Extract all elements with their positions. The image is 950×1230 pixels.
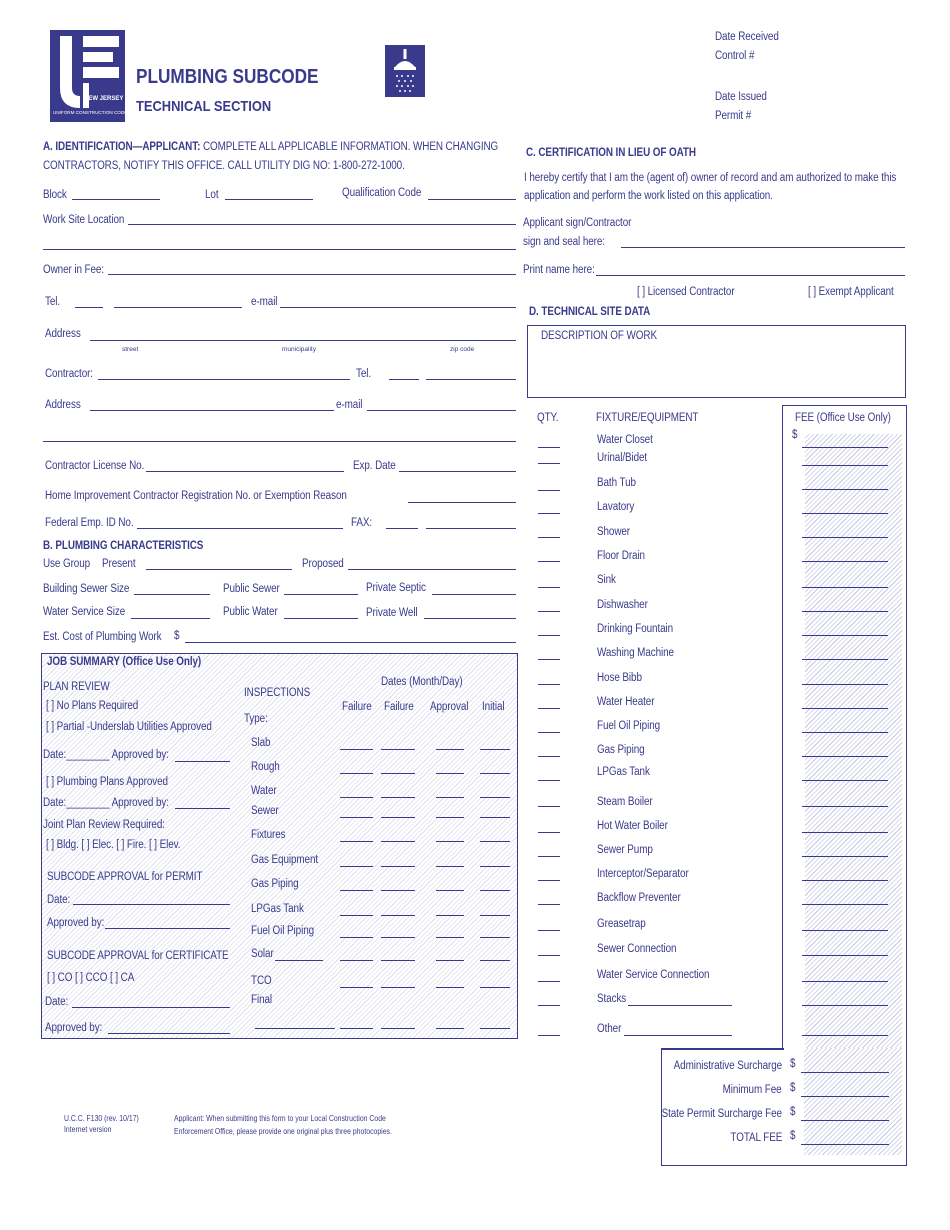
inspection-date-field[interactable]	[436, 817, 464, 818]
inspection-type-label: Sewer	[251, 805, 279, 817]
inspection-type-label: Water	[251, 785, 277, 797]
inspection-date-field[interactable]	[480, 1028, 510, 1029]
fixture-qty-field[interactable]	[538, 832, 560, 833]
inspection-date-field[interactable]	[436, 890, 464, 891]
contractor-email-label: e-mail	[336, 399, 363, 411]
failure-col-2: Failure	[384, 701, 414, 713]
qualification-code-field[interactable]	[428, 199, 516, 200]
approved-by-field-2[interactable]	[175, 808, 230, 809]
fixture-label: Lavatory	[597, 501, 635, 513]
inspection-date-field[interactable]	[381, 937, 415, 938]
fixture-label: Washing Machine	[597, 647, 674, 659]
inspection-date-field[interactable]	[381, 1028, 415, 1029]
final-type-field[interactable]	[255, 1028, 335, 1029]
fixture-fee-field[interactable]	[802, 1035, 888, 1036]
use-group-present-field[interactable]	[146, 569, 292, 570]
fixture-fee-field[interactable]	[802, 732, 888, 733]
email-field[interactable]	[280, 307, 516, 308]
fixture-qty-field[interactable]	[538, 513, 560, 514]
email-label: e-mail	[251, 296, 278, 308]
fax-field[interactable]	[426, 528, 516, 529]
inspection-date-field[interactable]	[436, 937, 464, 938]
lot-field[interactable]	[225, 199, 313, 200]
home-improvement-label: Home Improvement Contractor Registration No. or Exemption Reason	[45, 490, 347, 502]
inspection-date-field[interactable]	[436, 797, 464, 798]
est-cost-field[interactable]	[185, 642, 516, 643]
zip-caption: zip code	[450, 346, 475, 353]
description-label: DESCRIPTION OF WORK	[541, 330, 657, 342]
tel-area-field[interactable]	[75, 307, 103, 308]
logo-text-ucc: UNIFORM CONSTRUCTION CODE	[53, 110, 128, 115]
fixture-label: Other	[597, 1023, 622, 1035]
fixture-fee-field[interactable]	[802, 561, 888, 562]
owner-field[interactable]	[108, 274, 516, 275]
fixture-qty-field[interactable]	[538, 611, 560, 612]
form-title: PLUMBING SUBCODE	[136, 66, 319, 88]
date-received-label: Date Received	[715, 31, 779, 43]
inspection-date-field[interactable]	[436, 960, 464, 961]
minimum-fee-label: Minimum Fee	[723, 1084, 782, 1096]
approval-col: Approval	[430, 701, 469, 713]
licensed-contractor-checkbox[interactable]: [ ] Licensed Contractor	[637, 286, 735, 298]
fee-dollar: $	[792, 429, 798, 441]
inspection-type-label: TCO	[251, 975, 272, 987]
inspection-date-field[interactable]	[381, 773, 415, 774]
private-septic-label: Private Septic	[366, 582, 426, 594]
proposed-label: Proposed	[302, 558, 344, 570]
fixture-qty-field[interactable]	[538, 635, 560, 636]
section-c-heading: C. CERTIFICATION IN LIEU OF OATH	[526, 147, 696, 159]
inspection-type-label: Rough	[251, 761, 280, 773]
public-water-label: Public Water	[223, 606, 278, 618]
inspection-date-field[interactable]	[480, 937, 510, 938]
cert-approved-by-field[interactable]	[108, 1033, 230, 1034]
form-subtitle: TECHNICAL SECTION	[136, 98, 272, 115]
tel-field[interactable]	[114, 307, 242, 308]
fixture-label: Hose Bibb	[597, 672, 642, 684]
inspection-date-field[interactable]	[480, 817, 510, 818]
home-improvement-field[interactable]	[408, 502, 516, 503]
inspection-type-label: Gas Equipment	[251, 854, 319, 866]
fixture-fee-field[interactable]	[802, 587, 888, 588]
inspection-date-field[interactable]	[436, 915, 464, 916]
fixture-fee-field[interactable]	[802, 806, 888, 807]
public-water-field[interactable]	[284, 618, 358, 619]
contractor-tel-field[interactable]	[426, 379, 516, 380]
fixture-fee-field[interactable]	[802, 856, 888, 857]
work-site-label: Work Site Location	[43, 214, 125, 226]
cert-date-label: Date:	[45, 996, 69, 1008]
fixture-qty-field[interactable]	[538, 490, 560, 491]
fixture-qty-field[interactable]	[538, 659, 560, 660]
lot-label: Lot	[205, 189, 219, 201]
inspection-date-field[interactable]	[436, 841, 464, 842]
stacks-field[interactable]	[628, 1005, 732, 1006]
street-caption: street	[122, 346, 139, 353]
permit-number-label: Permit #	[715, 110, 752, 122]
contractor-label: Contractor:	[45, 368, 93, 380]
address-field[interactable]	[90, 340, 516, 341]
inspection-date-field[interactable]	[340, 1028, 373, 1029]
plumbing-plans-checkbox[interactable]: [ ] Plumbing Plans Approved	[46, 776, 168, 788]
subcode-cert-label: SUBCODE APPROVAL for CERTIFICATE	[47, 950, 229, 962]
fixture-qty-field[interactable]	[538, 561, 560, 562]
water-service-field[interactable]	[131, 618, 210, 619]
fixture-qty-field[interactable]	[538, 880, 560, 881]
exempt-applicant-checkbox[interactable]: [ ] Exempt Applicant	[808, 286, 894, 298]
permit-approved-by-label: Approved by:	[47, 917, 105, 929]
date-approved-line-2: Date:________ Approved by:	[43, 797, 169, 809]
fixture-fee-field[interactable]	[802, 659, 888, 660]
building-sewer-field[interactable]	[134, 594, 210, 595]
inspection-type-label: Final	[251, 994, 273, 1006]
qualification-code-label: Qualification Code	[342, 187, 422, 199]
cert-approved-by-label: Approved by:	[45, 1022, 103, 1034]
fixture-label: Backflow Preventer	[597, 892, 681, 904]
inspection-date-field[interactable]	[381, 817, 415, 818]
admin-dollar: $	[790, 1058, 796, 1070]
fixture-fee-field[interactable]	[802, 465, 888, 466]
inspection-date-field[interactable]	[480, 987, 510, 988]
state-dollar: $	[790, 1106, 796, 1118]
inspection-date-field[interactable]	[480, 797, 510, 798]
fixture-fee-field[interactable]	[802, 1005, 888, 1006]
fixture-qty-field[interactable]	[538, 806, 560, 807]
state-surcharge-field[interactable]	[801, 1120, 889, 1121]
other-field[interactable]	[624, 1035, 732, 1036]
fixture-label: Gas Piping	[597, 744, 645, 756]
inspection-type-label: LPGas Tank	[251, 903, 304, 915]
fixture-label: Fuel Oil Piping	[597, 720, 661, 732]
permit-date-label: Date:	[47, 894, 71, 906]
inspection-date-field[interactable]	[436, 773, 464, 774]
fein-field[interactable]	[137, 528, 343, 529]
private-well-label: Private Well	[366, 607, 418, 619]
present-label: Present	[102, 558, 136, 570]
building-sewer-label: Building Sewer Size	[43, 583, 130, 595]
inspection-type-label: Slab	[251, 737, 271, 749]
fixture-label: Drinking Fountain	[597, 623, 674, 635]
water-service-label: Water Service Size	[43, 606, 126, 618]
section-a-heading: A. IDENTIFICATION—APPLICANT: COMPLETE ALL APPLICABLE INFORMATION. WHEN CHANGING	[43, 141, 499, 153]
fee-heading: FEE (Office Use Only)	[795, 412, 891, 424]
inspection-date-field[interactable]	[381, 987, 415, 988]
fixture-qty-field[interactable]	[538, 1035, 560, 1036]
fixture-fee-field[interactable]	[802, 955, 888, 956]
inspection-date-field[interactable]	[340, 915, 373, 916]
fixture-label: Sewer Pump	[597, 844, 653, 856]
fixture-fee-field[interactable]	[802, 981, 888, 982]
inspection-date-field[interactable]	[340, 937, 373, 938]
logo-text-state: NEW JERSEY	[84, 96, 124, 102]
owner-label: Owner in Fee:	[43, 264, 105, 276]
inspection-date-field[interactable]	[381, 866, 415, 867]
inspection-type-label: Fixtures	[251, 829, 286, 841]
work-site-field-line2[interactable]	[43, 249, 516, 250]
fixture-fee-field[interactable]	[802, 684, 888, 685]
fixture-label: Water Service Connection	[597, 969, 710, 981]
form-id: U.C.C. F130 (rev. 10/17)	[64, 1114, 139, 1123]
fixture-qty-field[interactable]	[538, 856, 560, 857]
fixture-label: Sink	[597, 574, 616, 586]
inspection-date-field[interactable]	[381, 749, 415, 750]
fixture-label: LPGas Tank	[597, 766, 650, 778]
fixture-fee-field[interactable]	[802, 880, 888, 881]
fixture-fee-field[interactable]	[802, 513, 888, 514]
exp-date-field[interactable]	[399, 471, 516, 472]
cert-date-field[interactable]	[72, 1007, 230, 1008]
total-fee-field[interactable]	[801, 1144, 889, 1145]
fixture-fee-field[interactable]	[802, 611, 888, 612]
inspection-date-field[interactable]	[340, 797, 373, 798]
footer-note-1: Applicant: When submitting this form to your Local Construction Code	[174, 1114, 386, 1123]
inspection-date-field[interactable]	[340, 866, 373, 867]
minimum-dollar: $	[790, 1082, 796, 1094]
work-site-field[interactable]	[128, 224, 516, 225]
fixture-label: Interceptor/Separator	[597, 868, 689, 880]
fixture-label: Hot Water Boiler	[597, 820, 668, 832]
inspection-date-field[interactable]	[340, 749, 373, 750]
municipality-caption: municipality	[282, 346, 316, 353]
inspection-type-label: Fuel Oil Piping	[251, 925, 315, 937]
total-dollar: $	[790, 1130, 796, 1142]
fixture-label: Water Heater	[597, 696, 655, 708]
contractor-address-field-line2[interactable]	[43, 441, 516, 442]
print-name-label: Print name here:	[523, 264, 595, 276]
inspection-date-field[interactable]	[480, 773, 510, 774]
fixture-heading: FIXTURE/EQUIPMENT	[596, 412, 699, 424]
inspection-date-field[interactable]	[381, 915, 415, 916]
fixture-fee-field[interactable]	[802, 832, 888, 833]
inspection-type-label: Gas Piping	[251, 878, 299, 890]
private-septic-field[interactable]	[432, 594, 516, 595]
inspection-date-field[interactable]	[340, 960, 373, 961]
inspection-date-field[interactable]	[480, 749, 510, 750]
inspection-type-label: Type:	[244, 713, 268, 725]
fein-label: Federal Emp. ID No.	[45, 517, 134, 529]
uniform-construction-code-logo	[50, 30, 128, 122]
private-well-field[interactable]	[424, 618, 516, 619]
sign-label-2: sign and seal here:	[523, 236, 605, 248]
inspection-date-field[interactable]	[340, 841, 373, 842]
use-group-proposed-field[interactable]	[348, 569, 516, 570]
inspection-date-field[interactable]	[340, 817, 373, 818]
inspection-date-field[interactable]	[436, 749, 464, 750]
fixture-qty-field[interactable]	[538, 1005, 560, 1006]
inspections-label: INSPECTIONS	[244, 687, 311, 699]
block-field[interactable]	[72, 199, 160, 200]
control-number-label: Control #	[715, 50, 755, 62]
dates-heading: Dates (Month/Day)	[381, 676, 463, 688]
permit-approved-by-field[interactable]	[105, 928, 230, 929]
contractor-tel-area-field[interactable]	[389, 379, 419, 380]
inspection-date-field[interactable]	[340, 773, 373, 774]
contractor-address-field[interactable]	[90, 410, 334, 411]
inspection-date-field[interactable]	[436, 866, 464, 867]
inspection-date-field[interactable]	[436, 987, 464, 988]
est-cost-label: Est. Cost of Plumbing Work	[43, 631, 162, 643]
inspection-date-field[interactable]	[480, 866, 510, 867]
qty-heading: QTY.	[537, 412, 559, 424]
tel-label: Tel.	[45, 296, 61, 308]
inspection-date-field[interactable]	[480, 915, 510, 916]
admin-surcharge-label: Administrative Surcharge	[673, 1060, 782, 1072]
fixture-fee-field[interactable]	[802, 708, 888, 709]
joint-review-label: Joint Plan Review Required:	[43, 819, 165, 831]
contractor-field[interactable]	[98, 379, 350, 380]
joint-review-checkboxes[interactable]: [ ] Bldg. [ ] Elec. [ ] Fire. [ ] Elev.	[46, 839, 181, 851]
total-fee-label: TOTAL FEE	[730, 1132, 782, 1144]
fixture-qty-field[interactable]	[538, 537, 560, 538]
contractor-address-label: Address	[45, 399, 81, 411]
use-group-label: Use Group	[43, 558, 91, 570]
inspection-date-field[interactable]	[480, 960, 510, 961]
fixture-qty-field[interactable]	[538, 587, 560, 588]
fixture-qty-field[interactable]	[538, 955, 560, 956]
fee-summary-top-border	[661, 1048, 784, 1050]
fixture-label: Steam Boiler	[597, 796, 653, 808]
date-approved-line-1: Date:________ Approved by:	[43, 749, 169, 761]
est-cost-dollar: $	[174, 630, 180, 642]
fixture-label: Water Closet	[597, 434, 653, 446]
inspection-date-field[interactable]	[436, 1028, 464, 1029]
fixture-qty-field[interactable]	[538, 981, 560, 982]
fee-column-box	[782, 405, 907, 1048]
fixture-qty-field[interactable]	[538, 780, 560, 781]
fixture-label: Floor Drain	[597, 550, 645, 562]
approved-by-field-1[interactable]	[175, 761, 230, 762]
address-label: Address	[45, 328, 81, 340]
fixture-qty-field[interactable]	[538, 732, 560, 733]
section-b-heading: B. PLUMBING CHARACTERISTICS	[43, 540, 204, 552]
inspection-date-field[interactable]	[480, 890, 510, 891]
inspection-date-field[interactable]	[381, 841, 415, 842]
inspection-date-field[interactable]	[381, 890, 415, 891]
plan-review-label: PLAN REVIEW	[43, 681, 110, 693]
fixture-fee-field[interactable]	[802, 447, 888, 448]
fixture-fee-field[interactable]	[802, 635, 888, 636]
block-label: Block	[43, 189, 67, 201]
fixture-qty-field[interactable]	[538, 930, 560, 931]
fixture-fee-field[interactable]	[802, 756, 888, 757]
fixture-fee-field[interactable]	[802, 904, 888, 905]
inspection-date-field[interactable]	[381, 797, 415, 798]
contractor-email-field[interactable]	[367, 410, 516, 411]
fixture-label: Stacks	[597, 993, 627, 1005]
exp-date-label: Exp. Date	[353, 460, 396, 472]
public-sewer-field[interactable]	[284, 594, 358, 595]
minimum-fee-field[interactable]	[801, 1096, 889, 1097]
certification-text-1: I hereby certify that I am the (agent of) owner of record and am authorized to make this	[524, 172, 897, 184]
fixture-fee-field[interactable]	[802, 930, 888, 931]
contractor-tel-label: Tel.	[356, 368, 372, 380]
state-surcharge-label: State Permit Surcharge Fee	[661, 1108, 782, 1120]
no-plans-checkbox[interactable]: [ ] No Plans Required	[46, 700, 139, 712]
print-name-field[interactable]	[596, 275, 905, 276]
signature-field[interactable]	[621, 247, 905, 248]
initial-col: Initial	[482, 701, 505, 713]
license-label: Contractor License No.	[45, 460, 145, 472]
inspection-date-field[interactable]	[340, 890, 373, 891]
fixture-qty-field[interactable]	[538, 708, 560, 709]
admin-surcharge-field[interactable]	[801, 1072, 889, 1073]
failure-col-1: Failure	[342, 701, 372, 713]
fixture-qty-field[interactable]	[538, 756, 560, 757]
fixture-qty-field[interactable]	[538, 904, 560, 905]
fax-area-field[interactable]	[386, 528, 418, 529]
fixture-fee-field[interactable]	[802, 489, 888, 490]
fixture-fee-field[interactable]	[802, 780, 888, 781]
form-version: Internet version	[64, 1125, 112, 1134]
sign-label-1: Applicant sign/Contractor	[523, 217, 632, 229]
solar-type-field[interactable]	[275, 960, 323, 961]
inspection-date-field[interactable]	[480, 841, 510, 842]
fixture-qty-field[interactable]	[538, 447, 560, 448]
section-d-heading: D. TECHNICAL SITE DATA	[529, 306, 651, 318]
fixture-label: Shower	[597, 526, 631, 538]
inspection-type-label: Solar	[251, 948, 274, 960]
subcode-permit-label: SUBCODE APPROVAL for PERMIT	[47, 871, 203, 883]
fixture-label: Sewer Connection	[597, 943, 677, 955]
license-field[interactable]	[146, 471, 344, 472]
section-a-heading-line2: CONTRACTORS, NOTIFY THIS OFFICE. CALL UTILITY DIG NO: 1-800-272-1000.	[43, 160, 405, 172]
fixture-label: Urinal/Bidet	[597, 452, 648, 464]
fixture-label: Greasetrap	[597, 918, 646, 930]
inspection-date-field[interactable]	[381, 960, 415, 961]
fixture-label: Dishwasher	[597, 599, 648, 611]
job-summary-heading: JOB SUMMARY (Office Use Only)	[47, 656, 202, 668]
fax-label: FAX:	[351, 517, 373, 529]
permit-date-field[interactable]	[73, 904, 230, 905]
inspection-date-field[interactable]	[340, 987, 373, 988]
certification-text-2: application and perform the work listed on this application.	[524, 190, 773, 202]
footer-note-2: Enforcement Office, please provide one original plus three photocopies.	[174, 1127, 392, 1136]
fixture-label: Bath Tub	[597, 477, 636, 489]
partial-approved-checkbox[interactable]: [ ] Partial -Underslab Utilities Approved	[46, 721, 212, 733]
shower-icon	[385, 45, 425, 97]
cert-checkboxes[interactable]: [ ] CO [ ] CCO [ ] CA	[47, 972, 135, 984]
fixture-qty-field[interactable]	[538, 684, 560, 685]
public-sewer-label: Public Sewer	[223, 583, 280, 595]
fixture-fee-field[interactable]	[802, 537, 888, 538]
date-issued-label: Date Issued	[715, 91, 767, 103]
fixture-qty-field[interactable]	[538, 463, 560, 464]
